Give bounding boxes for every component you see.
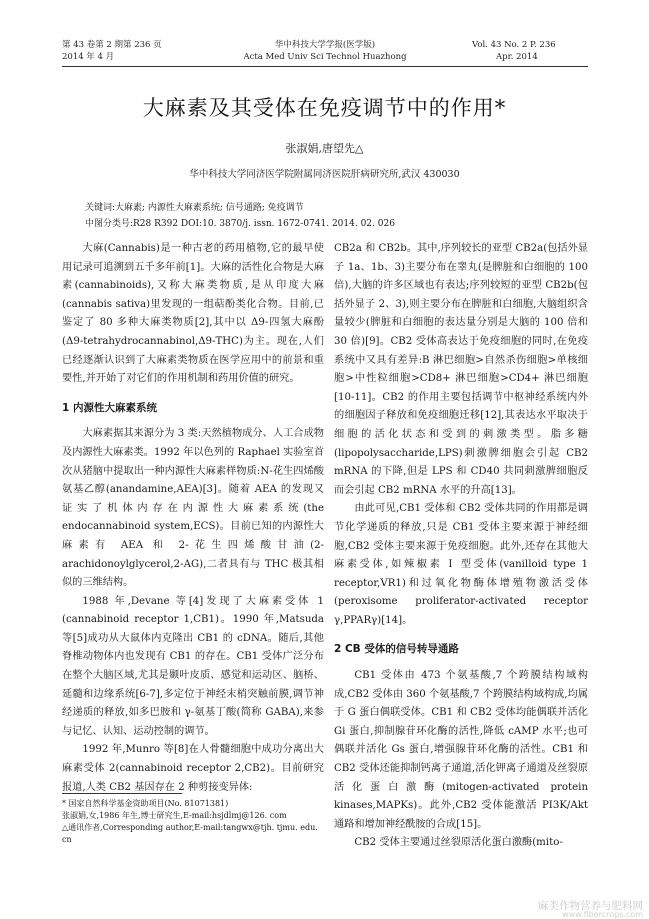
journal-date: 2014 年 4 月 [62,52,115,62]
paragraph: 由此可见,CB1 受体和 CB2 受体共同的作用都是调节化学递质的释放,只是 CB1 受体主要来源于神经细胞,CB2 受体主要来源于免疫细胞。此外,还存在其他大麻素受体,如辣椒素 Ⅰ 型受体(vanilloid type 1 receptor,VR1)和过氧化物酶体增殖物激活受体(peroxisome proliferator-activated receptor γ,PPARγ)[14]。 [334,503,588,626]
right-column [334,240,588,853]
article-authors: 张淑娟,唐望先△ [285,142,364,155]
header-right [472,39,587,63]
left-column [62,240,324,797]
section-heading: 1 内源性大麻素系统 [62,401,157,414]
watermark-url: www.fibercrops.com [562,910,643,919]
watermark: 麻类作物营养与肥料网 [538,900,643,912]
header-left [62,39,162,63]
footnote-corresponding: △通讯作者,Corresponding author,E-mail:tangwx@tjh. tjmu. edu. cn [62,823,318,844]
date-en: Apr. 2014 [496,52,538,62]
paragraph: 大麻素据其来源分为 3 类:天然植物成分、人工合成物及内源性大麻素类。1992 年以色列的 Raphael 实验室首次从猪脑中提取出一种内源性大麻素样物质:N-花生四烯酸氨基乙醇(anandamine,AEA)[3]。随着 AEA 的发现又证实了机体内存在内源性大麻素系统(the endocannabinoid system,ECS)。目前已知的内源性大麻素有 AEA 和 2-花生四烯酸甘油(2-arachidonoylglycerol,2-AG),二者具有与 THC 极其相似的三维结构。 [62,428,324,589]
paragraph: 1992 年,Munro 等[8]在人骨髓细胞中成功分离出大麻素受体 2(cannabinoid receptor 2,CB2)。目前研究报道,人类 CB2 基因存在 2 种剪接变异体: [62,744,324,793]
article-title: 大麻素及其受体在免疫调节中的作用* [142,96,507,120]
paragraph: 1988 年,Devane 等[4]发现了大麻素受体 1 (cannabinoid receptor 1,CB1)。1990 年,Matsuda 等[5]成功从大鼠体内克隆出 CB1 的 cDNA。随后,其他脊椎动物体内也发现有 CB1 的存在。CB1 受体广泛分布在整个大脑区域,尤其是颞叶皮质、感觉和运动区、脑桥、延髓和边缘系统[6-7],多定位于神经末梢突触前膜,调节神经递质的释放,如多巴胺和 γ-氨基丁酸(简称 GABA),来参与记忆、认知、运动控制的调节。 [62,595,324,737]
journal-volume: 第 43 卷第 2 期第 236 页 [62,40,162,50]
footnotes [62,798,322,846]
article-affiliation: 华中科技大学同济医学院附属同济医院肝病研究所,武汉 430030 [189,169,460,180]
keywords: 关键词:大麻素; 内源性大麻素系统; 信号通路; 免疫调节 [85,203,304,213]
header-center [235,39,415,63]
journal-name-cn: 华中科技大学学报(医学版) [274,40,376,50]
volume-en: Vol. 43 No. 2 P. 236 [472,40,556,50]
paragraph: CB2a 和 CB2b。其中,序列较长的亚型 CB2a(包括外显子 1a、1b、3)主要分布在睾丸(是脾脏和白细胞的 100 倍),大脑的许多区域也有表达;序列较短的亚型 CB2b(包括外显子 2、3),则主要分布在脾脏和白细胞,大脑组织含量较少(脾脏和白细胞的表达量分别是大脑的 100 倍和 30 倍)[9]。CB2 受体高表达于免疫细胞的同时,在免疫系统中又具有差异:B 淋巴细胞>自然杀伤细胞>单核细胞>中性粒细胞>CD8+ 淋巴细胞>CD4+ 淋巴细胞[10-11]。CB2 的作用主要包括调节中枢神经系统内外的细胞因子释放和免疫细胞迁移[12],其表达水平取决于细胞的活化状态和受到的刺激类型。脂多糖(lipopolysaccharide,LPS)刺激脾细胞会引起 CB2 mRNA 的下降,但是 LPS 和 CD40 共同刺激脾细胞反而会引起 CB2 mRNA 水平的升高[13]。 [334,243,588,496]
journal-name-en: Acta Med Univ Sci Technol Huazhong [243,52,407,62]
classification-doi: 中图分类号:R28 R392 DOI:10. 3870/j. issn. 1672-0741. 2014. 02. 026 [85,219,395,229]
section-heading: 2 CB 受体的信号转导通路 [334,643,459,656]
header-rule [62,66,588,67]
paragraph: 大麻(Cannabis)是一种古老的药用植物,它的最早使用记录可追溯到五千多年前[1]。大麻的活性化合物是大麻素(cannabinoids),又称大麻类物质,是从印度大麻(cannabis sativa)里发现的一组萜酚类化合物。目前,已鉴定了 80 多种大麻类物质[2],其中以 Δ9-四氢大麻酚(Δ9-tetrahydrocannabinol,Δ9-THC)为主。现在,人们已经逐渐认识到了大麻素类物质在医学应用中的前景和重要性,并开始了对它们的作用机制和药用价值的研究。 [62,243,324,385]
footnote-funding: * 国家自然科学基金资助项目(No. 81071381) [62,799,229,808]
footnote-rule [62,793,182,794]
paragraph: CB1 受体由 473 个氨基酸,7 个跨膜结构域构成,CB2 受体由 360 个氨基酸,7 个跨膜结构域构成,均属于 G 蛋白偶联受体。CB1 和 CB2 受体均能偶联并活化 Gi 蛋白,抑制腺苷环化酶的活性,降低 cAMP 水平;也可偶联并活化 Gs 蛋白,增强腺苷环化酶的活性。CB1 和 CB2 受体还能抑制钙离子通道,活化钾离子通道及丝裂原活化蛋白激酶(mitogen-activated protein kinases,MAPKs)。此外,CB2 受体能激活 PI3K/Akt 通路和增加神经酰胺的合成[15]。 [334,670,588,830]
paragraph: CB2 受体主要通过丝裂原活化蛋白激酶(mito- [354,837,563,849]
footnote-author: 张淑娟,女,1986 年生,博士研究生,E-mail:hsjdlmj@126. com [62,811,287,820]
